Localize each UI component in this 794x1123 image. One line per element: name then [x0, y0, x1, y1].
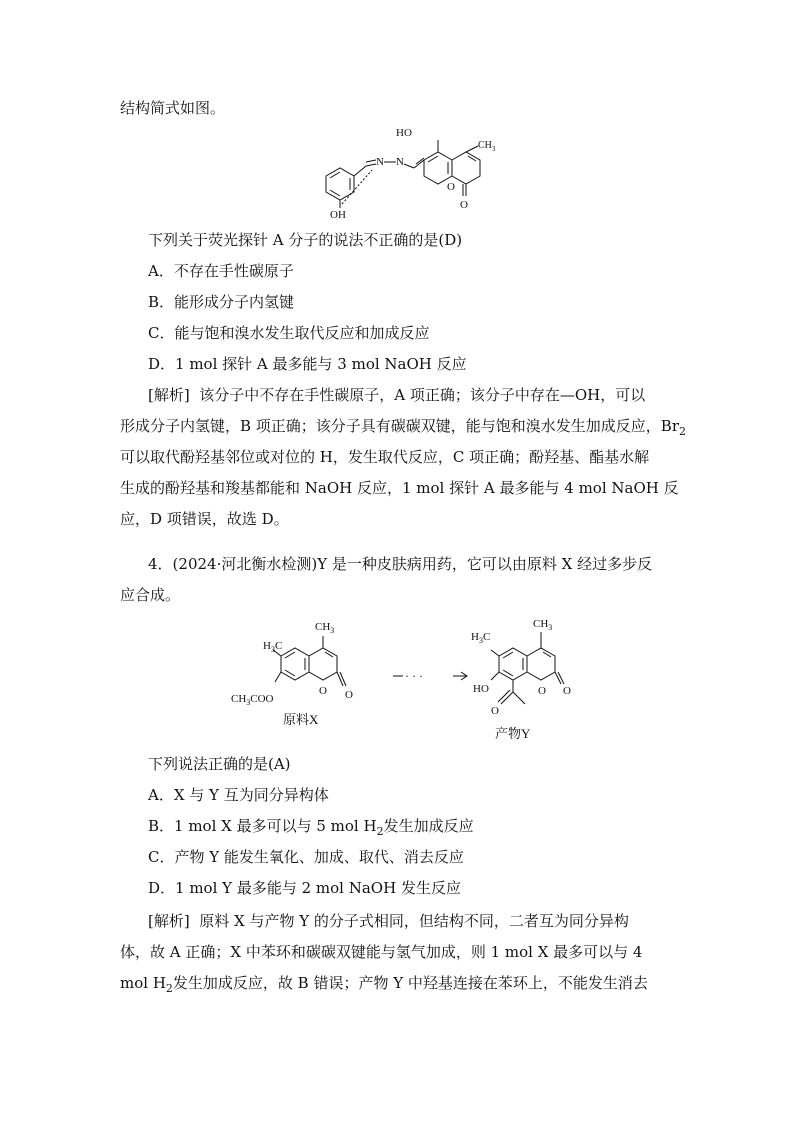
- intro-text: 结构简式如图。: [120, 99, 226, 117]
- q3-stem: 下列关于荧光探针 A 分子的说法不正确的是(D): [148, 231, 463, 249]
- q3-option-b: B．能形成分子内氢键: [148, 293, 295, 311]
- q3-analysis-line-4: 生成的酚羟基和羧基都能和 NaOH 反应，1 mol 探针 A 最多能与 4 mol NaOH 反: [120, 479, 679, 497]
- q3-option-d: D．1 mol 探针 A 最多能与 3 mol NaOH 反应: [148, 355, 467, 373]
- q4-option-b: B．1 mol X 最多可以与 5 mol $H_2$发生加成反应: [148, 817, 474, 838]
- y-ho-label: HO: [473, 683, 489, 695]
- x-ring-o-label: O: [319, 685, 327, 697]
- q4-analysis-line-2: 体，故 A 正确；X 中苯环和碳碳双键能与氢气加成，则 1 mol X 最多可以与 4: [120, 943, 643, 961]
- x-caption: 原料X: [283, 712, 319, 727]
- probe-a-structure: [310, 120, 520, 225]
- y-h3c-label: $H_3C$: [471, 631, 491, 645]
- x-acetate-label: $CH_3COO$: [231, 693, 274, 707]
- multi-step-arrow-dots: · · ·: [405, 669, 423, 683]
- q4-stem-line-2: 应合成。: [120, 586, 181, 604]
- q3-option-c: C．能与饱和溴水发生取代反应和加成反应: [148, 324, 430, 342]
- probe-ho-label: HO: [396, 127, 412, 139]
- q3-analysis-line-2: 形成分子内氢键，B 项正确；该分子具有碳碳双键，能与饱和溴水发生加成反应，$Br_2$: [120, 417, 686, 438]
- q4-option-c: C．产物 Y 能发生氧化、加成、取代、消去反应: [148, 848, 464, 866]
- q3-analysis-line-5: 应，D 项错误，故选 D。: [120, 510, 289, 528]
- x-h3c-label: $H_3C$: [263, 640, 283, 654]
- q3-analysis-line-1: [解析] 该分子中不存在手性碳原子，A 项正确；该分子中存在—OH，可以: [148, 386, 646, 404]
- q4-analysis-line-3: mol $H_2$发生加成反应，故 B 错误；产物 Y 中羟基连接在苯环上，不能发生消去: [120, 974, 648, 995]
- q4-option-a: A．X 与 Y 互为同分异构体: [148, 786, 329, 804]
- y-ring-o-label: O: [538, 685, 546, 697]
- probe-n1-label: N: [376, 156, 384, 168]
- q4-analysis-line-1: [解析] 原料 X 与产物 Y 的分子式相同，但结构不同，二者互为同分异构: [148, 912, 629, 930]
- x-ch3-label: $CH_3$: [315, 621, 335, 635]
- y-acetyl-o-label: O: [491, 705, 499, 717]
- probe-n2-label: N: [396, 156, 404, 168]
- probe-ring-o-label: O: [447, 181, 455, 193]
- reaction-scheme: [225, 612, 605, 752]
- q4-question: 下列说法正确的是(A): [148, 755, 291, 773]
- q4-option-d: D．1 mol Y 最多能与 2 mol NaOH 发生反应: [148, 879, 461, 897]
- q3-option-a: A．不存在手性碳原子: [148, 262, 294, 280]
- y-carbonyl-o-label: O: [563, 685, 571, 697]
- q3-analysis-line-3: 可以取代酚羟基邻位或对位的 H，发生取代反应，C 项正确；酚羟基、酯基水解: [120, 448, 650, 466]
- q4-stem-line-1: 4．(2024·河北衡水检测)Y 是一种皮肤病用药，它可以由原料 X 经过多步反: [148, 555, 653, 573]
- y-ch3-label: $CH_3$: [533, 618, 553, 632]
- y-caption: 产物Y: [495, 726, 531, 741]
- probe-ch3-label: $CH_3$: [478, 140, 496, 153]
- x-carbonyl-o-label: O: [345, 689, 353, 701]
- probe-carbonyl-o-label: O: [460, 199, 468, 211]
- probe-oh-label: OH: [330, 209, 346, 221]
